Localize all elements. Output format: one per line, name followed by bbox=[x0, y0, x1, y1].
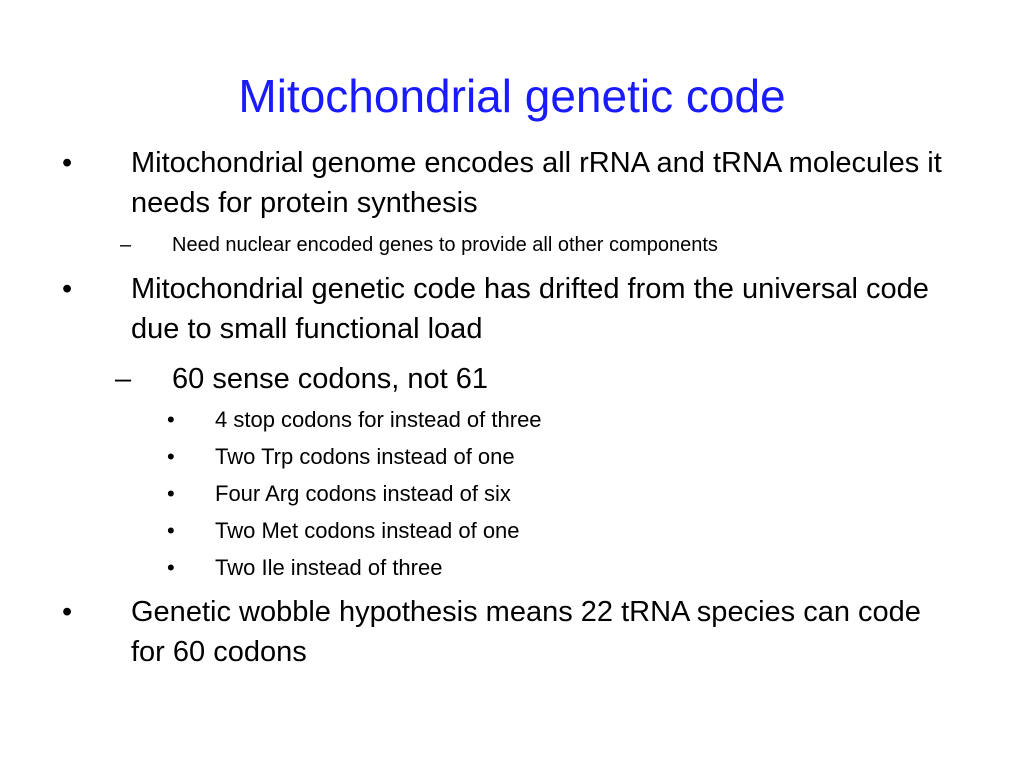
bullet-marker: • bbox=[167, 481, 175, 506]
sub-sub-bullet-text: Four Arg codons instead of six bbox=[215, 481, 511, 506]
bullet-marker: • bbox=[167, 518, 175, 543]
sub-bullet-text: 60 sense codons, not 61 bbox=[172, 363, 489, 395]
bullet-marker: • bbox=[62, 273, 73, 305]
sub-sub-bullet-text: Two Ile instead of three bbox=[215, 555, 443, 580]
sub-bullet-text: Need nuclear encoded genes to provide all other components bbox=[172, 234, 718, 256]
dash-marker: – bbox=[120, 234, 132, 256]
bullet-text: Genetic wobble hypothesis means 22 tRNA species can code for 60 codons bbox=[131, 596, 921, 668]
sub-sub-bullet-text: 4 stop codons for instead of three bbox=[215, 407, 542, 432]
bullet-marker: • bbox=[62, 147, 73, 179]
sub-sub-bullet-text: Two Met codons instead of one bbox=[215, 518, 520, 543]
bullet-marker: • bbox=[167, 444, 175, 469]
bullet-marker: • bbox=[62, 596, 73, 628]
bullet-text: Mitochondrial genetic code has drifted from the universal code due to small functional load bbox=[131, 273, 929, 345]
slide-title: Mitochondrial genetic code bbox=[238, 70, 786, 122]
bullet-marker: • bbox=[167, 555, 175, 580]
dash-marker: – bbox=[115, 363, 132, 395]
sub-sub-bullet-text: Two Trp codons instead of one bbox=[215, 444, 515, 469]
bullet-text: Mitochondrial genome encodes all rRNA and tRNA molecules it needs for protein synthesis bbox=[131, 147, 942, 219]
bullet-marker: • bbox=[167, 407, 175, 432]
